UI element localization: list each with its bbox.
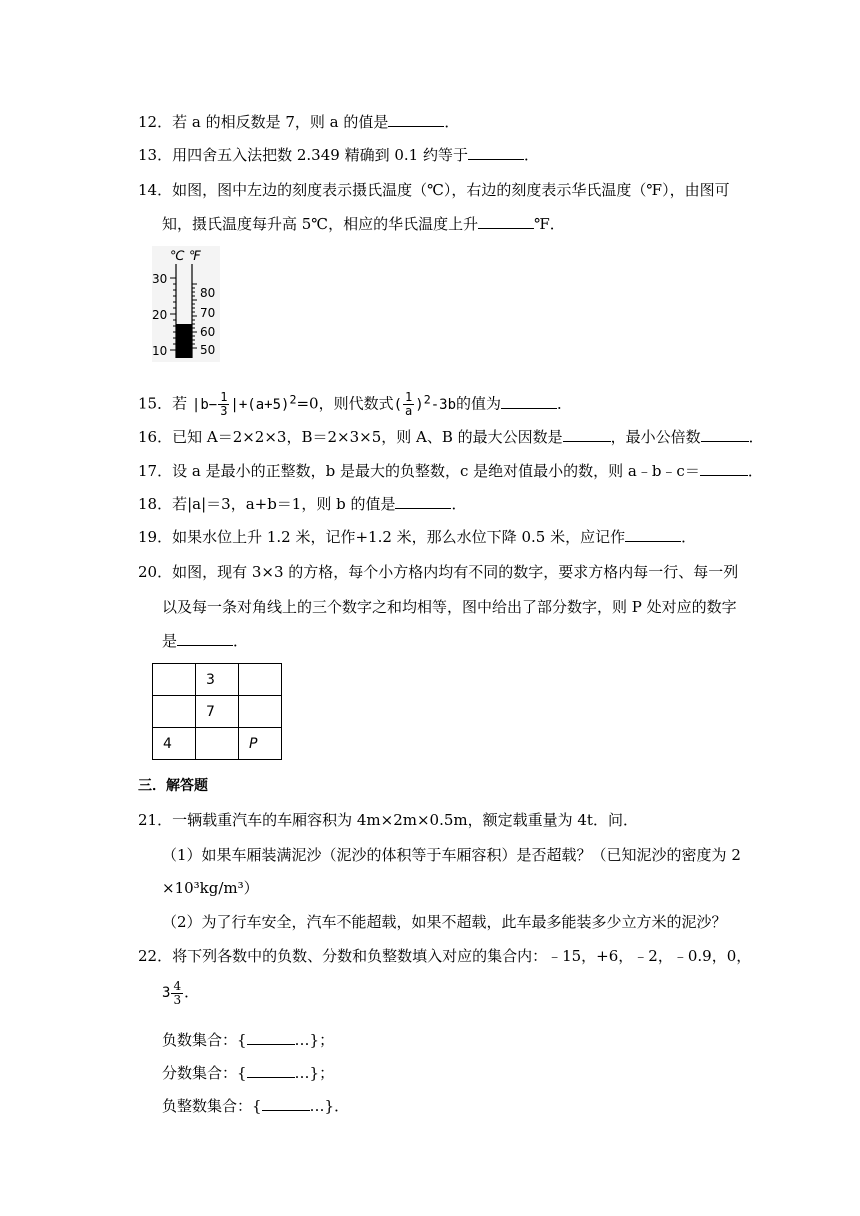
q12-end: ． — [444, 113, 460, 131]
q15-condition-text: =0，则代数式 — [296, 394, 394, 413]
q22-set2-close: …}； — [294, 1064, 335, 1082]
grid-row-1 — [153, 664, 282, 696]
q15-abs-expression — [191, 390, 297, 419]
question-12 — [138, 112, 459, 132]
grid-cell: 4 — [153, 728, 196, 760]
fahrenheit-label-50: 50 — [200, 343, 216, 357]
question-18 — [138, 494, 467, 514]
q14-number: 14． — [138, 181, 173, 199]
q15-fraction-1-a — [403, 391, 414, 418]
question-20-line2 — [162, 597, 737, 617]
q15-target-expression: ( $\frac{1}{a}$ )$^2$-3b — [393, 390, 457, 419]
q15-if: 若 — [172, 394, 188, 413]
q14-answer-blank[interactable] — [478, 214, 534, 229]
q19-number: 19． — [138, 528, 173, 546]
question-21 — [138, 810, 638, 830]
q15-frac2-num: 1 — [405, 390, 413, 405]
q17-end: ． — [747, 462, 763, 480]
thermometer-mercury — [176, 324, 192, 358]
q19-end: ． — [681, 528, 697, 546]
q20-text-line1: 如图，现有 3×3 的方格，每个小方格内均有不同的数字，要求方格内每一行、每一列 — [172, 563, 739, 581]
q14-text-line1: 如图，图中左边的刻度表示摄氏温度（℃），右边的刻度表示华氏温度（℉），由图可 — [172, 181, 730, 199]
q15-square-2: 2 — [423, 392, 431, 406]
q17-text: 设 a 是最小的正整数，b 是最大的负整数，c 是绝对值最小的数，则 a﹣b﹣c＝ — [172, 462, 700, 480]
q17-answer-blank[interactable] — [700, 461, 748, 476]
q13-number: 13． — [138, 146, 173, 164]
q22-set1-close: …}； — [294, 1031, 335, 1049]
grid-row-2 — [153, 696, 282, 728]
grid-cell — [153, 696, 196, 728]
section-heading: 三．解答题 — [138, 778, 208, 794]
question-14 — [138, 180, 730, 200]
q16-text-b: ，最小公倍数 — [610, 428, 701, 446]
question-13 — [138, 145, 539, 165]
q14-end: ℉． — [534, 215, 565, 233]
q22-negative-set-blank[interactable] — [247, 1030, 295, 1045]
q22-mixed-whole: 3 — [162, 985, 171, 1001]
q22-fraction-set-blank[interactable] — [247, 1063, 295, 1078]
q22-number: 22． — [138, 947, 173, 965]
celsius-label-30: 30 — [152, 272, 168, 286]
question-22 — [138, 946, 751, 966]
q13-end: ． — [523, 146, 539, 164]
fahrenheit-unit: ℉ — [189, 249, 202, 264]
q19-text: 如果水位上升 1.2 米，记作+1.2 米，那么水位下降 0.5 米，应记作 — [172, 528, 626, 546]
q15-end: ． — [557, 394, 573, 413]
q21-part1-cont: ×10³kg/m³） — [162, 879, 259, 897]
fahrenheit-label-60: 60 — [200, 325, 216, 339]
q20-text-line2: 以及每一条对角线上的三个数字之和均相等，图中给出了部分数字，则 P 处对应的数字 — [162, 598, 737, 616]
q20-number: 20． — [138, 563, 173, 581]
q21-part1: （1）如果车厢装满泥沙（泥沙的体积等于车厢容积）是否超载？（已知泥沙的密度为 2 — [162, 846, 741, 864]
q18-text: 若|a|＝3，a+b＝1，则 b 的值是 — [172, 495, 396, 513]
q15-answer-blank[interactable] — [501, 394, 557, 409]
q22-negative-integer-set — [162, 1096, 349, 1116]
q22-negative-integer-set-blank[interactable] — [262, 1096, 310, 1111]
question-15 — [138, 385, 572, 419]
q22-set3-label: 负整数集合：{ — [162, 1097, 262, 1115]
celsius-label-10: 10 — [152, 344, 168, 358]
grid-cell: 3 — [196, 664, 239, 696]
q18-answer-blank[interactable] — [395, 494, 451, 509]
celsius-label-20: 20 — [152, 308, 168, 322]
grid-cell — [239, 664, 282, 696]
grid-row-3 — [153, 728, 282, 760]
q18-end: ． — [451, 495, 467, 513]
q22-mixed-den: 3 — [173, 992, 182, 1007]
grid-cell — [196, 728, 239, 760]
q21-part2: （2）为了行车安全，汽车不能超载，如果不超载，此车最多能装多少立方米的泥沙？ — [162, 913, 727, 931]
grid-cell: 7 — [196, 696, 239, 728]
q22-mixed-fraction — [171, 980, 183, 1007]
q13-answer-blank[interactable] — [468, 145, 524, 160]
q22-mixed-num: 4 — [173, 978, 182, 993]
question-20 — [138, 562, 738, 582]
q18-number: 18． — [138, 495, 173, 513]
q13-text: 用四舍五入法把数 2.349 精确到 0.1 约等于 — [172, 146, 468, 164]
fahrenheit-label-70: 70 — [200, 306, 216, 320]
q15-frac2-den: a — [405, 404, 413, 419]
q21-number: 21． — [138, 811, 173, 829]
q15-fraction-1-3 — [218, 391, 229, 418]
q12-text: 若 a 的相反数是 7，则 a 的值是 — [172, 113, 389, 131]
question-14-line2 — [162, 214, 565, 234]
q15-square-1: 2 — [289, 392, 297, 406]
q16-gcd-blank[interactable] — [563, 427, 611, 442]
fahrenheit-label-80: 80 — [200, 286, 216, 300]
q22-negative-set — [162, 1030, 334, 1050]
q15-frac1-den: 3 — [220, 404, 228, 419]
celsius-unit: ℃ — [170, 249, 185, 264]
question-20-line3 — [162, 631, 248, 651]
question-17 — [138, 461, 763, 481]
q15-number: 15． — [138, 394, 173, 413]
q21-text: 一辆载重汽车的车厢容积为 4m×2m×0.5m，额定载重量为 4t．问． — [172, 811, 638, 829]
q20-end: ． — [233, 632, 249, 650]
thermometer-figure — [152, 246, 220, 362]
q22-set3-close: …}． — [309, 1097, 350, 1115]
q16-number: 16． — [138, 428, 173, 446]
question-19 — [138, 527, 696, 547]
q16-text: 已知 A＝2×2×3，B＝2×3×5，则 A、B 的最大公因数是 — [172, 428, 563, 446]
q22-set2-label: 分数集合：{ — [162, 1064, 247, 1082]
q12-number: 12． — [138, 113, 173, 131]
q22-set1-label: 负数集合：{ — [162, 1031, 247, 1049]
q15-abs-open: |b− — [191, 396, 218, 413]
q12-answer-blank[interactable] — [388, 112, 444, 127]
q16-end: ． — [748, 428, 764, 446]
q15-abs-close: |+(a+5) — [230, 396, 290, 413]
q19-answer-blank[interactable] — [625, 527, 681, 542]
grid-cell — [153, 664, 196, 696]
magic-square-grid — [152, 663, 282, 760]
grid-cell-p: P — [239, 728, 282, 760]
q20-text-line3: 是 — [162, 632, 178, 650]
q22-text: 将下列各数中的负数、分数和负整数填入对应的集合内：﹣15，+6，﹣2，﹣0.9，0， — [172, 947, 752, 965]
q17-number: 17． — [138, 462, 173, 480]
q22-fraction-set — [162, 1063, 334, 1083]
q14-text-line2: 知，摄氏温度每升高 5℃，相应的华氏温度上升 — [162, 215, 479, 233]
q20-answer-blank[interactable] — [177, 631, 233, 646]
q16-lcm-blank[interactable] — [701, 427, 749, 442]
q15-tail: -3b — [430, 396, 457, 413]
q15-frac1-num: 1 — [220, 390, 228, 405]
q22-line-end: ． — [184, 983, 200, 1001]
question-16 — [138, 427, 764, 447]
grid-cell — [239, 696, 282, 728]
q22-mixed-number-line — [162, 978, 199, 1007]
q15-text-end: 的值为 — [456, 394, 502, 413]
